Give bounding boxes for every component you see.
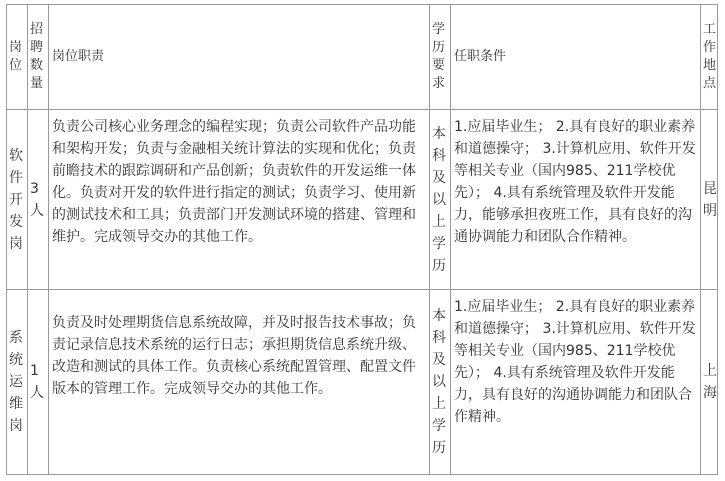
header-education: 学历要求	[430, 5, 451, 110]
job-listing-table	[6, 4, 718, 475]
cell-education: 本科及以上学历	[430, 110, 451, 290]
cell-headcount: 3人	[28, 110, 49, 290]
cell-location: 上海	[701, 290, 718, 475]
cell-position: 软件开发岗	[7, 110, 28, 290]
header-position: 岗位	[7, 5, 28, 110]
header-location: 工作地点	[701, 5, 718, 110]
cell-duties: 负责及时处理期货信息系统故障，并及时报告技术事故；负责记录信息技术系统的运行日志；承担期货信息系统升级、改造和测试的具体工作。负责核心系统配置管理、配置文件版本的管理工作。完成领导交办的其他工作。	[49, 290, 430, 475]
header-duties: 岗位职责	[49, 5, 430, 110]
table-row	[7, 290, 718, 475]
cell-requirements: 1.应届毕业生； 2.具有良好的职业素养和道德操守； 3.计算机应用、软件开发等相关专业（国内985、211学校优先）； 4.具有系统管理及软件开发能力，能够承担夜班工作，具有良好的沟通协调能力和团队合作精神。	[451, 110, 701, 290]
cell-duties: 负责公司核心业务理念的编程实现；负责公司软件产品功能和架构开发；负责与金融相关统计算法的实现和优化；负责前瞻技术的跟踪调研和产品创新；负责软件的开发运维一体化。负责对开发的软件进行指定的测试；负责学习、使用新的测试技术和工具；负责部门开发测试环境的搭建、管理和维护。完成领导交办的其他工作。	[49, 110, 430, 290]
cell-position: 系统运维岗	[7, 290, 28, 475]
table-row	[7, 110, 718, 290]
cell-requirements: 1.应届毕业生； 2.具有良好的职业素养和道德操守； 3.计算机应用、软件开发等相关专业（国内985、211学校优先）； 4.具有系统管理及软件开发能力，具有良好的沟通协调能力和团队合作精神。	[451, 290, 701, 475]
cell-location: 昆明	[701, 110, 718, 290]
cell-education: 本科及以上学历	[430, 290, 451, 475]
header-requirements: 任职条件	[451, 5, 701, 110]
cell-headcount: 1人	[28, 290, 49, 475]
header-row	[7, 5, 718, 110]
header-headcount: 招聘数量	[28, 5, 49, 110]
